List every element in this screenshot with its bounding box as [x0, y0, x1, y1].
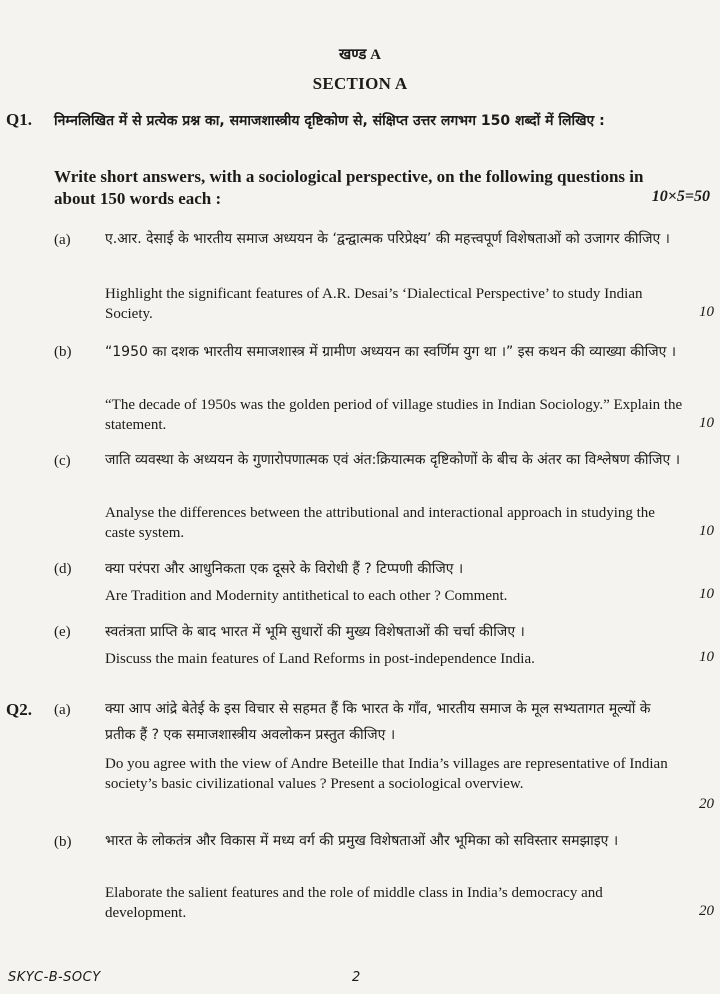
q1-part-c-marks: 10 [699, 523, 714, 539]
q2-part-b-hindi: भारत के लोकतंत्र और विकास में मध्य वर्ग की प्रमुख विशेषताओं और भूमिका को सविस्तार समझाइए । [105, 833, 619, 849]
paper-code: SKYC-B-SOCY [8, 970, 101, 985]
question-number-q1: Q1. [6, 110, 32, 129]
q2-part-b-english: Elaborate the salient features and the role of middle class in India’s democracy and development. [105, 885, 603, 921]
q2-part-a-english: Do you agree with the view of Andre Beteille that India’s villages are representative of Indian society’s basic civilizational values ? Present a sociological overview. [105, 756, 668, 792]
q1-part-a-hindi: ए.आर. देसाई के भारतीय समाज अध्ययन के ‘द्वन्द्वात्मक परिप्रेक्ष्य’ की महत्त्वपूर्ण विशेषताओं को उजागर कीजिए । [105, 231, 670, 247]
q2-part-b-marks: 20 [699, 903, 714, 919]
q1-part-b-label: (b) [54, 344, 72, 360]
q1-part-d-marks: 10 [699, 586, 714, 602]
q1-part-b-english: “The decade of 1950s was the golden period of village studies in Indian Sociology.” Explain the statement. [105, 397, 683, 433]
q2-part-a-label: (a) [54, 702, 71, 718]
q2-part-a-marks: 20 [699, 796, 714, 812]
q1-part-a-english: Highlight the significant features of A.R. Desai’s ‘Dialectical Perspective’ to study Indian Society. [105, 286, 643, 322]
q2-part-b-label: (b) [54, 834, 72, 850]
q1-part-a-marks: 10 [699, 304, 714, 320]
q1-part-b-marks: 10 [699, 415, 714, 431]
q1-total-marks: 10×5=50 [651, 188, 710, 205]
q1-instruction-hindi: निम्नलिखित में से प्रत्येक प्रश्न का, समाजशास्त्रीय दृष्टिकोण से, संक्षिप्त उत्तर लगभग 150 शब्दों में लिखिए : [54, 113, 605, 129]
q1-part-d-label: (d) [54, 561, 72, 577]
q1-part-d-english: Are Tradition and Modernity antithetical to each other ? Comment. [105, 588, 508, 604]
question-number-q2: Q2. [6, 700, 32, 719]
section-title-hindi: खण्ड A [338, 47, 381, 63]
q1-part-d-hindi: क्या परंपरा और आधुनिकता एक दूसरे के विरोधी हैं ? टिप्पणी कीजिए । [105, 561, 464, 577]
q1-instruction-english: Write short answers, with a sociological perspective, on the following questions in about 150 words each : [54, 167, 644, 208]
page-number: 2 [352, 970, 361, 985]
q1-part-b-hindi: “1950 का दशक भारतीय समाजशास्त्र में ग्रामीण अध्ययन का स्वर्णिम युग था ।” इस कथन की व्याख्या कीजिए । [105, 344, 677, 360]
q1-part-e-marks: 10 [699, 649, 714, 665]
q1-part-e-english: Discuss the main features of Land Reforms in post-independence India. [105, 651, 535, 667]
section-title-english: SECTION A [312, 74, 408, 93]
q1-part-e-hindi: स्वतंत्रता प्राप्ति के बाद भारत में भूमि सुधारों की मुख्य विशेषताओं की चर्चा कीजिए । [105, 624, 525, 640]
q1-part-c-label: (c) [54, 453, 71, 469]
q1-part-c-english: Analyse the differences between the attributional and interactional approach in studying the caste system. [105, 505, 655, 541]
q1-part-e-label: (e) [54, 624, 71, 640]
q1-part-c-hindi: जाति व्यवस्था के अध्ययन के गुणारोपणात्मक एवं अंत:क्रियात्मक दृष्टिकोणों के बीच के अंतर का विश्लेषण कीजिए । [105, 452, 681, 468]
q1-part-a-label: (a) [54, 232, 71, 248]
q2-part-a-hindi: क्या आप आंद्रे बेतेई के इस विचार से सहमत हैं कि भारत के गाँव, भारतीय समाज के मूल सभ्यतागत मूल्यों के प्रतीक हैं ? एक समाजशास्त्रीय अवलोकन प्रस्तुत कीजिए । [105, 701, 651, 743]
